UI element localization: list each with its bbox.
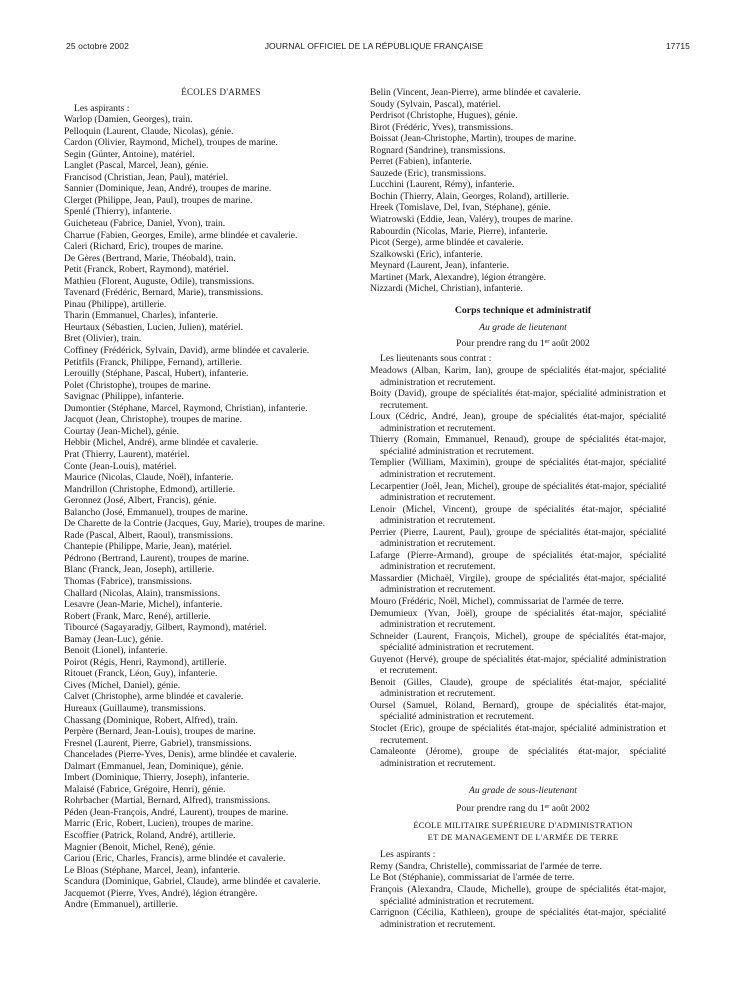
list-item: Jacquemot (Pierre, Yves, André), légion étrangère.: [64, 887, 258, 899]
list-item: Oursel (Samuel, Roland, Bernard), groupe de spécialités état-major, spécialité administration et recrutement.: [370, 699, 666, 723]
list-item: Benoit (Gilles, Claude), groupe de spécialités état-major, spécialité administration et recrutement.: [370, 676, 666, 700]
list-item: Hureaux (Guillaume), transmissions.: [64, 702, 206, 714]
list-item: Fresnel (Laurent, Pierre, Gabriel), transmissions.: [64, 737, 252, 749]
header-page-number: 17715: [665, 41, 690, 51]
aspirant-list: [370, 860, 666, 930]
list-item: Cardon (Olivier, Raymond, Michel), troupes de marine.: [64, 137, 278, 149]
list-item: Lecarpentier (Joël, Jean, Michel), groupe de spécialités état-major, spécialité administration et recrutement.: [370, 480, 666, 504]
list-item: Calvet (Christophe), arme blindée et cavalerie.: [64, 691, 244, 703]
list-item: Conte (Jean-Louis), matériel.: [64, 460, 177, 472]
list-item: Lesavre (Jean-Marie, Michel), infanterie.: [64, 599, 223, 611]
list-item: Remy (Sandra, Christelle), commissariat de l'armée de terre.: [370, 860, 602, 872]
list-item: Thierry (Romain, Emmanuel, Renaud), groupe de spécialités état-major, spécialité administration et recrutement.: [370, 434, 666, 457]
list-item: Spenlé (Thierry), infanterie.: [64, 206, 172, 218]
list-item: Coffiney (Frédérick, Sylvain, David), arme blindée et cavalerie.: [64, 345, 310, 357]
list-item: Wiatrowski (Eddie, Jean, Valéry), troupes de marine.: [370, 214, 573, 226]
list-item: Hreek (Tomislave, Del, Ivan, Stéphane), génie.: [370, 202, 551, 214]
aspirants-label-2: Les aspirants :: [380, 849, 436, 861]
list-item: Clerget (Philippe, Jean, Paul), troupes de marine.: [64, 194, 253, 206]
list-item: Birot (Frédéric, Yves), transmissions.: [370, 121, 514, 133]
list-item: Loux (Cédric, André, Jean), groupe de spécialités état-major, spécialité administration et recrutement.: [370, 411, 666, 434]
list-item: Guyenot (Hervé), groupe de spécialités état-major, spécialité administration et recrutement.: [370, 653, 666, 677]
list-item: Ritouet (Franck, Léon, Guy), infanterie.: [64, 668, 218, 680]
list-item: Lafarge (Pierre-Armand), groupe de spécialités état-major, spécialité administration et recrutement.: [370, 549, 666, 573]
list-item: Segin (Günter, Antoine), matériel.: [64, 148, 195, 160]
list-item: Lucchini (Laurent, Rémy), infanterie.: [370, 179, 515, 191]
list-item: Blanc (Franck, Jean, Joseph), artillerie.: [64, 564, 215, 576]
header-date: 25 octobre 2002: [66, 41, 129, 51]
list-item: Chantepie (Philippe, Marie, Jean), matériel.: [64, 541, 232, 553]
list-item: Thomas (Fabrice), transmissions.: [64, 575, 192, 587]
list-item: Francisod (Christian, Jean, Paul), matériel.: [64, 171, 229, 183]
list-item: Sannier (Dominique, Jean, André), troupes de marine.: [64, 183, 272, 195]
grade-sous-lieutenant-heading: Au grade de sous-lieutenant: [469, 785, 577, 797]
corps-title: Corps technique et administratif: [454, 304, 592, 316]
aspirants-label: Les aspirants :: [74, 102, 130, 114]
list-item: Langlet (Pascal, Marcel, Jean), génie.: [64, 160, 209, 172]
list-item: Pinau (Philippe), artillerie.: [64, 298, 167, 310]
list-item: Petit (Franck, Robert, Raymond), matériel.: [64, 264, 229, 276]
list-item: Tavenard (Frédéric, Bernard, Marie), transmissions.: [64, 287, 264, 299]
list-item: Carrignon (Cécilia, Kathleen), groupe de spécialités état-major, spécialité administration et recrutement.: [370, 907, 666, 930]
lieutenants-label: Les lieutenants sous contrat :: [380, 353, 492, 365]
list-item: Templier (William, Maximin), groupe de spécialités état-major, spécialité administration et recrutement.: [370, 457, 666, 480]
list-item: Perret (Fabien), infanterie.: [370, 156, 472, 168]
list-item: Belin (Vincent, Jean-Pierre), arme blindée et cavalerie.: [370, 87, 581, 98]
right-column: [370, 87, 666, 930]
list-item: Demumieux (Yvan, Joël), groupe de spécialités état-major, spécialité administration et recrutement.: [370, 607, 666, 631]
rang-date-line: [380, 338, 666, 350]
list-item: Rohrbacher (Martial, Bernard, Alfred), transmissions.: [64, 795, 271, 807]
list-item: Challard (Nicolas, Alain), transmissions.: [64, 587, 221, 599]
list-item: Polet (Christophe), troupes de marine.: [64, 379, 211, 391]
list-item: Rognard (Sandrine), transmissions.: [370, 144, 506, 156]
list-item: Rabourdin (Nicolas, Marie, Pierre), infanterie.: [370, 225, 548, 237]
ecole-title-line1: ÉCOLE MILITAIRE SUPÉRIEURE D'ADMINISTRATION: [413, 820, 633, 831]
list-item: Chancelades (Pierre-Yves, Denis), arme blindée et cavalerie.: [64, 749, 297, 761]
rang2-text: Pour prendre rang du 1: [456, 802, 545, 814]
list-item: Martinet (Mark, Alexandre), légion étrangère.: [370, 271, 547, 283]
list-item: Guicheteau (Fabrice, Daniel, Yvon), train.: [64, 218, 226, 230]
list-item: Tharin (Emmanuel, Charles), infanterie.: [64, 310, 218, 322]
list-item: Sauzede (Eric), transmissions.: [370, 167, 487, 179]
list-item: Meadows (Alban, Karim, Ian), groupe de spécialités état-major, spécialité administration et recrutement.: [370, 365, 666, 388]
list-item: Lenoir (Michel, Vincent), groupe de spécialités état-major, spécialité administration et recrutement.: [370, 503, 666, 527]
list-item: Camaleonte (Jérome), groupe de spécialités état-major, spécialité administration et recrutement.: [370, 746, 666, 769]
list-item: Schneider (Laurent, François, Michel), groupe de spécialités état-major, spécialité administration et recrutement.: [370, 630, 666, 654]
list-item: Poirot (Régis, Henri, Raymond), artillerie.: [64, 656, 227, 668]
list-item: Lerouilly (Stéphane, Pascal, Hubert), infanterie.: [64, 368, 249, 380]
lieutenant-list: [370, 365, 666, 769]
list-item: Boity (David), groupe de spécialités état-major, spécialité administration et recrutement.: [370, 388, 666, 411]
header-title: JOURNAL OFFICIEL DE LA RÉPUBLIQUE FRANÇAISE: [264, 41, 484, 51]
list-item: Le Bloas (Stéphane, Marcel, Jean), infanterie.: [64, 864, 241, 876]
list-item: Caleri (Richard, Eric), troupes de marine.: [64, 241, 224, 253]
list-item: Bret (Olivier), train.: [64, 333, 142, 345]
list-item: Picot (Serge), arme blindée et cavalerie.: [370, 237, 524, 249]
list-item: François (Alexandra, Claude, Michelle), groupe de spécialités état-major, spécialité administration et recrutement.: [370, 884, 666, 907]
list-item: Stoclet (Eric), groupe de spécialités état-major, spécialité administration et recrutement.: [370, 722, 666, 746]
list-item: Péden (Jean-François, André, Laurent), troupes de marine.: [64, 806, 289, 818]
list-item: Andre (Emmanuel), artillerie.: [64, 899, 179, 911]
list-item: Cariou (Eric, Charles, Francis), arme blindée et cavalerie.: [64, 853, 286, 865]
list-item: Meynard (Laurent, Jean), infanterie.: [370, 260, 510, 272]
list-item: Courtay (Jean-Michel), génie.: [64, 425, 180, 437]
list-item: Charrue (Fabien, Georges, Emile), arme blindée et cavalerie.: [64, 229, 298, 241]
list-item: Imbert (Dominique, Thierry, Joseph), infanterie.: [64, 772, 250, 784]
list-item: Robert (Frank, Marc, René), artillerie.: [64, 610, 211, 622]
list-item: Perpère (Bernard, Jean-Louis), troupes de marine.: [64, 726, 256, 738]
rang-month: août 2002: [549, 337, 590, 349]
list-item: Scandura (Dominique, Gabriel, Claude), arme blindée et cavalerie.: [64, 876, 321, 888]
list-item: De Gères (Bertrand, Marie, Théobald), train.: [64, 252, 236, 264]
list-item: Bochin (Thierry, Alain, Georges, Roland), artillerie.: [370, 190, 570, 202]
list-item: Magnier (Benoit, Michel, René), génie.: [64, 841, 216, 853]
left-column: [64, 87, 368, 911]
list-item: Benoit (Lionel), infanterie.: [64, 645, 168, 657]
list-item: Perrier (Pierre, Laurent, Paul), groupe de spécialités état-major, spécialité administration et recrutement.: [370, 526, 666, 550]
right-continued-list: [370, 87, 666, 295]
list-item: Rade (Pascal, Albert, Raoul), transmissions.: [64, 529, 233, 541]
list-item: Maurice (Nicolas, Claude, Noël), infanterie.: [64, 472, 234, 484]
list-item: Tibourcé (Sagayaradjy, Gilbert, Raymond), matériel.: [64, 622, 267, 634]
list-item: Pelloquin (Laurent, Claude, Nicolas), génie.: [64, 125, 234, 137]
list-item: Heurtaux (Sébastien, Lucien, Julien), matériel.: [64, 321, 244, 333]
rang-text: Pour prendre rang du 1: [456, 337, 545, 349]
list-item: Malaisé (Fabrice, Grégoire, Henri), génie.: [64, 783, 226, 795]
list-item: Boissat (Jean-Christophe, Martin), troupes de marine.: [370, 133, 577, 145]
list-item: Mathieu (Florent, Auguste, Odile), transmissions.: [64, 275, 255, 287]
rang-sup: er: [544, 338, 550, 345]
list-item: Pédrono (Bertrand, Laurent), troupes de marine.: [64, 552, 249, 564]
rang2-date-line: [380, 803, 666, 815]
list-item: Mandrillon (Christophe, Edmond), artillerie.: [64, 483, 236, 495]
list-item: Hebbir (Michel, André), arme blindée et cavalerie.: [64, 437, 259, 449]
list-item: Le Bot (Stéphanie), commissariat de l'armée de terre.: [370, 872, 575, 884]
list-item: Savignac (Philippe), infanterie.: [64, 391, 184, 403]
list-item: Geronnez (José, Albert, Francis), génie.: [64, 495, 217, 507]
list-item: Szalkowski (Eric), infanterie.: [370, 248, 483, 260]
list-item: Chassang (Dominique, Robert, Alfred), train.: [64, 714, 238, 726]
list-item: Massardier (Michaël, Virgile), groupe de spécialités état-major, spécialité administration et recrutement.: [370, 572, 666, 596]
list-item: Nizzardi (Michel, Christian), infanterie.: [370, 283, 523, 295]
list-item: Bamay (Jean-Luc), génie.: [64, 633, 164, 645]
grade-lieutenant-heading: Au grade de lieutenant: [479, 322, 567, 334]
list-item: Perdrisot (Christophe, Hugues), génie.: [370, 110, 518, 122]
list-item: Balancho (José, Emmanuel), troupes de marine.: [64, 506, 248, 518]
list-item: Marric (Eric, Robert, Lucien), troupes de marine.: [64, 818, 254, 830]
list-item: Escoffier (Patrick, Roland, André), artillerie.: [64, 830, 236, 841]
list-item: Prat (Thierry, Laurent), matériel.: [64, 448, 190, 460]
list-item: Dumontier (Stéphane, Marcel, Raymond, Christian), infanterie.: [64, 402, 308, 414]
list-item: De Charette de la Contrie (Jacques, Guy, Marie), troupes de marine.: [64, 518, 325, 530]
section-title-ecoles-armes: ÉCOLES D'ARMES: [181, 87, 261, 97]
left-entry-list: [64, 114, 368, 911]
list-item: Jacquot (Jean, Christophe), troupes de marine.: [64, 414, 242, 426]
list-item: Cives (Michel, Daniel), génie.: [64, 679, 181, 691]
list-item: Warlop (Damien, Georges), train.: [64, 114, 193, 126]
list-item: Mouro (Frédéric, Noël, Michel), commissariat de l'armée de terre.: [370, 595, 624, 607]
list-item: Soudy (Sylvain, Pascal), matériel.: [370, 98, 501, 110]
ecole-title-line2: ET DE MANAGEMENT DE L'ARMÉE DE TERRE: [427, 831, 619, 842]
list-item: Petitfils (Franck, Philippe, Fernand), artillerie.: [64, 356, 242, 368]
list-item: Dalmart (Emmanuel, Jean, Dominique), génie.: [64, 760, 244, 772]
rang2-month: août 2002: [549, 802, 590, 814]
rang2-sup: er: [544, 803, 550, 810]
